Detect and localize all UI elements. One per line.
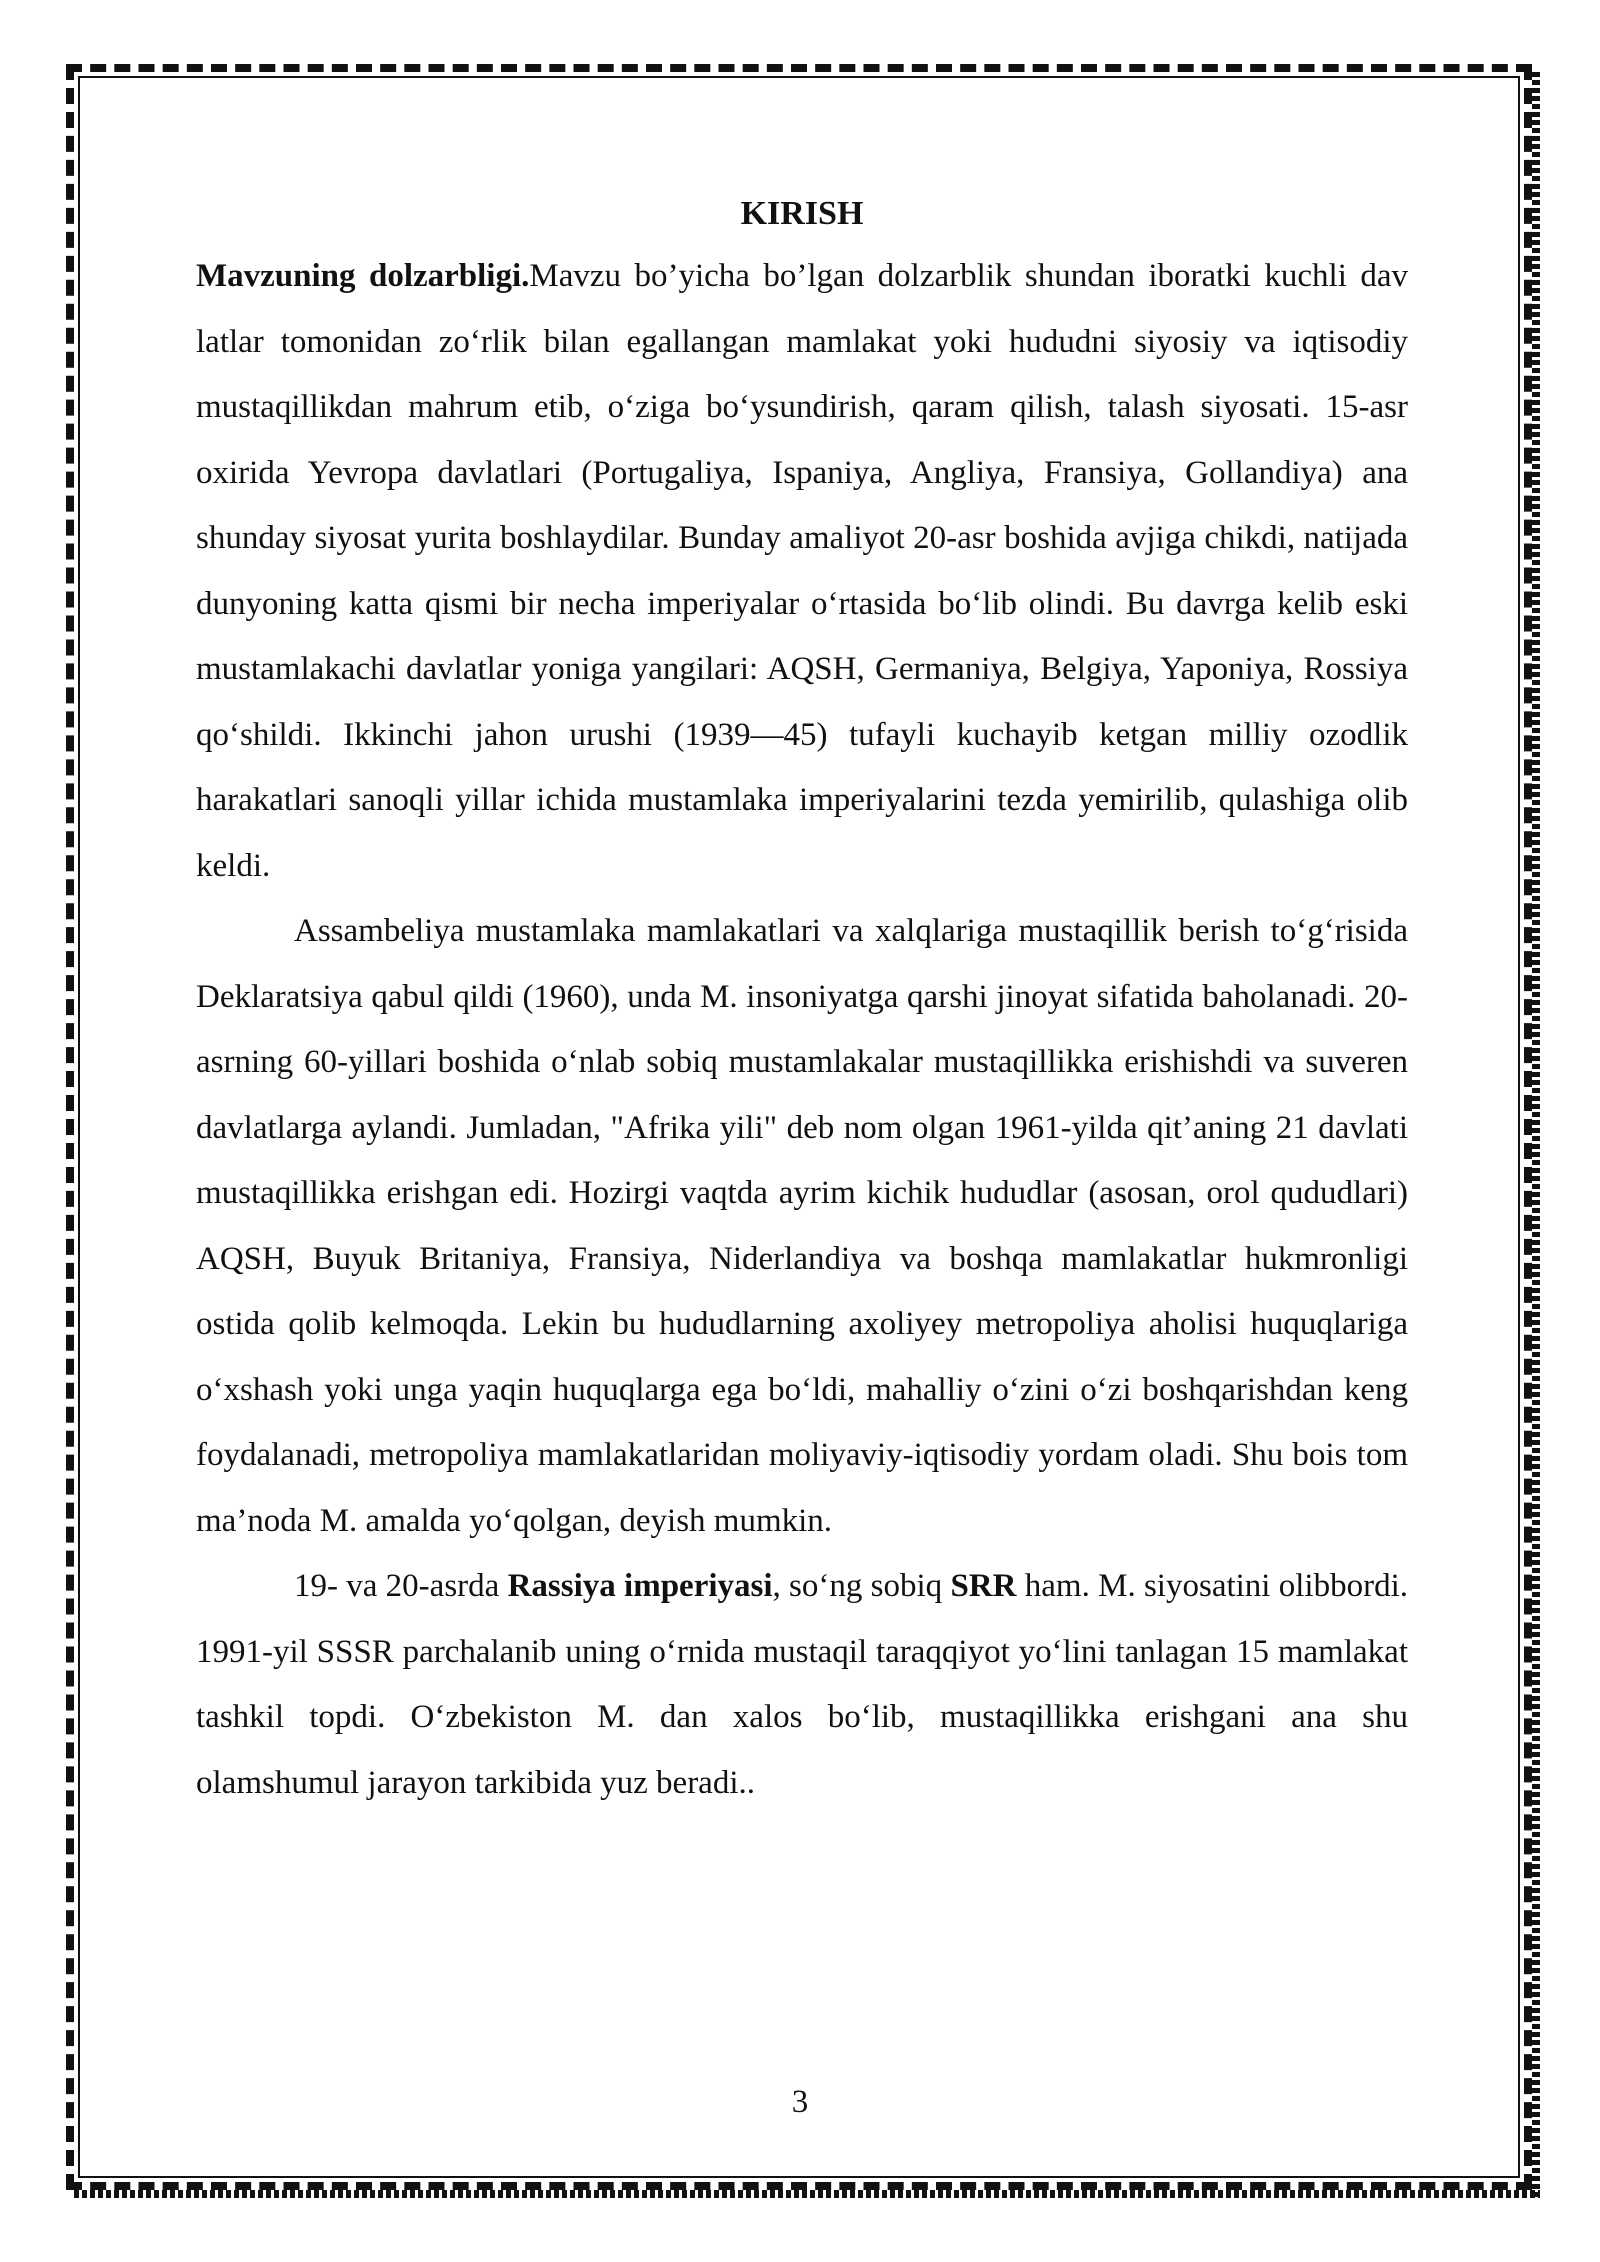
page-border-shadow-right xyxy=(1532,72,1540,2198)
paragraph-lead-heading: Mavzuning dolzarbligi. xyxy=(196,258,530,294)
page-title: KIRISH xyxy=(740,195,864,232)
paragraph-text-segment: 19- va 20-asrda xyxy=(294,1568,508,1604)
page-border-shadow-bottom xyxy=(74,2190,1540,2198)
paragraph-text-segment: ham. M. siyosatini olibbordi. 1991-yil SSSR parchalanib uning o‘rnida mustaqil taraqqiyot yo‘lini tanlagan 15 mamlakat tashkil topdi. O‘zbekiston M. dan xalos bo‘lib, mustaqillikka erishgani ana shu olamshumul jarayon tarkibida yuz beradi.. xyxy=(196,1568,1408,1801)
document-body xyxy=(196,190,1408,1816)
paragraph-relevance xyxy=(196,244,1408,899)
bold-term-empire: Rassiya imperiyasi xyxy=(507,1568,773,1604)
paragraph-assembly xyxy=(196,899,1408,1554)
paragraph-text: Mavzu bo’yicha bo’lgan dolzarblik shundan iboratki kuchli dav latlar tomonidan zo‘rlik bilan egallangan mamlakat yoki hududni siyosiy va iqtisodiy mustaqillikdan mahrum etib, o‘ziga bo‘ysundirish, qaram qilish, talash siyosati. 15-asr oxirida Yevropa davlatlari (Portugaliya, Ispaniya, Angliya, Fransiya, Gollandiya) ana shunday siyosat yurita boshlaydilar. Bunday amaliyot 20-asr boshida avjiga chikdi, natijada dunyoning katta qismi bir necha imperiyalar o‘rtasida bo‘lib olindi. Bu davrga kelib eski mustamlakachi davlatlar yoniga yangilari: AQSH, Germaniya, Belgiya, Yaponiya, Rossiya qo‘shildi. Ikkinchi jahon urushi (1939—45) tufayli kuchayib ketgan milliy ozodlik harakatlari sanoqli yillar ichida mustamlaka imperiyalarini tezda yemirilib, qulashiga olib keldi. xyxy=(196,258,1408,884)
page-number: 3 xyxy=(791,2084,809,2120)
paragraph-text-segment: , so‘ng sobiq xyxy=(772,1568,951,1604)
paragraph-russian-empire xyxy=(196,1554,1408,1816)
paragraph-text: Assambeliya mustamlaka mamlakatlari va xalqlariga mustaqillik berish to‘g‘risida Deklaratsiya qabul qildi (1960), unda M. insoniyatga qarshi jinoyat sifatida baholanadi. 20-asrning 60-yillari boshida o‘nlab sobiq mustamlakalar mustaqillikka erishishdi va suveren davlatlarga aylandi. Jumladan, "Afrika yili" deb nom olgan 1961-yilda qit’aning 21 davlati mustaqillikka erishgan edi. Hozirgi vaqtda ayrim kichik hududlar (asosan, orol qududlari) AQSH, Buyuk Britaniya, Fransiya, Niderlandiya va boshqa mamlakatlar hukmronligi ostida qolib kelmoqda. Lekin bu hududlarning axoliyey metropoliya aholisi huquqlariga o‘xshash yoki unga yaqin huquqlarga ega bo‘ldi, mahalliy o‘zini o‘zi boshqarishdan keng foydalanadi, metropoliya mamlakatlaridan moliyaviy-iqtisodiy yordam oladi. Shu bois tom ma’noda M. amalda yo‘qolgan, deyish mumkin. xyxy=(196,913,1408,1539)
bold-term-srr: SRR xyxy=(950,1568,1017,1604)
